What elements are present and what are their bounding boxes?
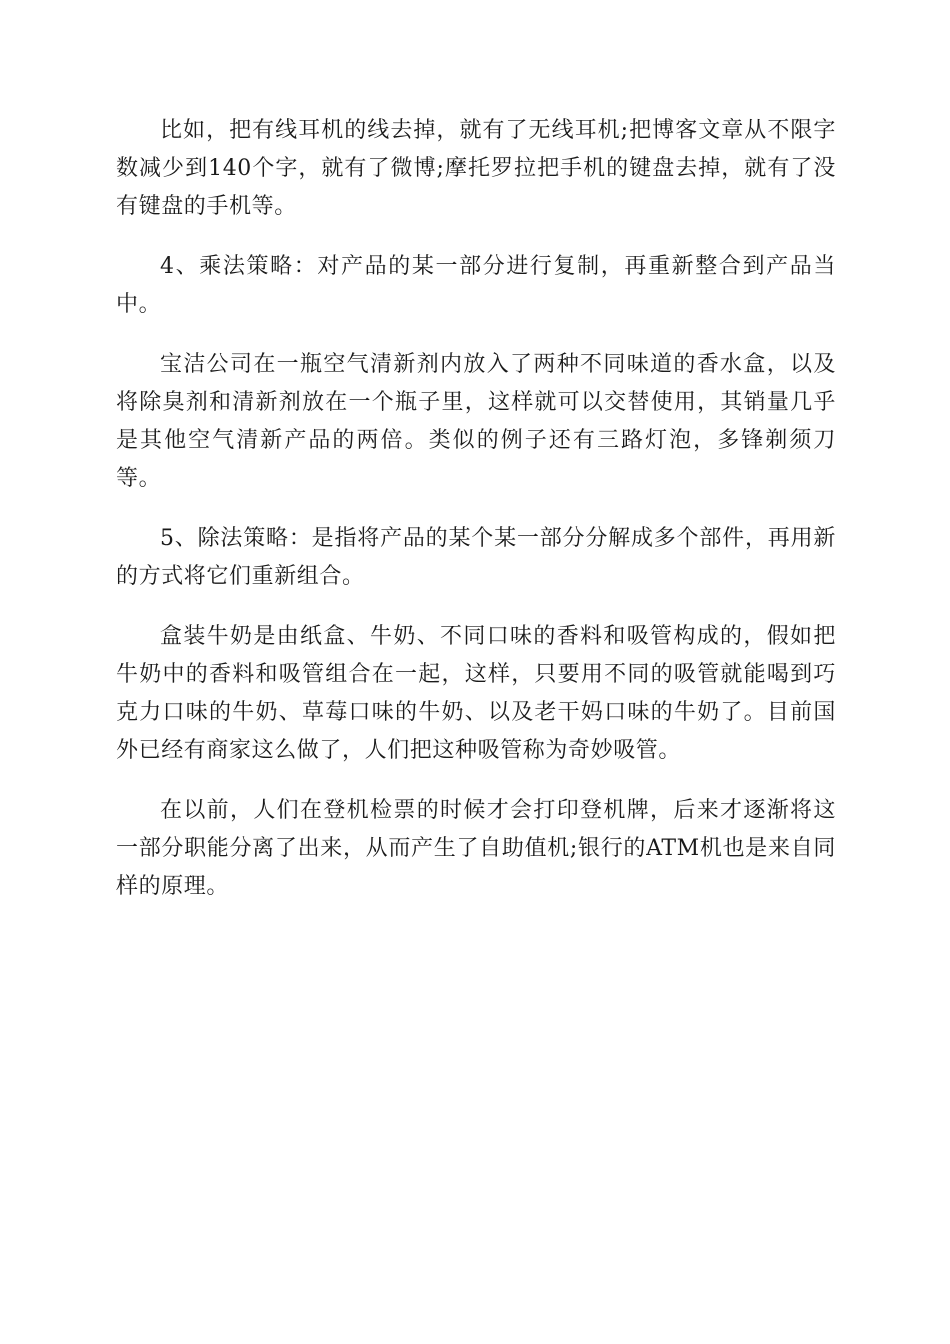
paragraph-division-strategy: 5、除法策略：是指将产品的某个某一部分分解成多个部件，再用新的方式将它们重新组合。	[116, 526, 836, 589]
paragraph-division-checkin-example: 在以前，人们在登机检票的时候才会打印登机牌，后来才逐渐将这一部分职能分离了出来，从而产生了自助值机;银行的ATM机也是来自同样的原理。	[116, 798, 836, 899]
paragraph-subtraction-examples: 比如，把有线耳机的线去掉，就有了无线耳机;把博客文章从不限字数减少到140个字，就有了微博;摩托罗拉把手机的键盘去掉，就有了没有键盘的手机等。	[116, 118, 836, 219]
paragraph-multiplication-examples: 宝洁公司在一瓶空气清新剂内放入了两种不同味道的香水盒，以及将除臭剂和清新剂放在一个瓶子里，这样就可以交替使用，其销量几乎是其他空气清新产品的两倍。类似的例子还有三路灯泡，多锋剃须刀等。	[116, 352, 836, 491]
paragraph-multiplication-strategy: 4、乘法策略：对产品的某一部分进行复制，再重新整合到产品当中。	[116, 254, 836, 317]
document-body	[116, 112, 836, 928]
paragraph-division-milk-example: 盒装牛奶是由纸盒、牛奶、不同口味的香料和吸管构成的，假如把牛奶中的香料和吸管组合在一起，这样，只要用不同的吸管就能喝到巧克力口味的牛奶、草莓口味的牛奶、以及老干妈口味的牛奶了。目前国外已经有商家这么做了，人们把这种吸管称为奇妙吸管。	[116, 624, 836, 763]
